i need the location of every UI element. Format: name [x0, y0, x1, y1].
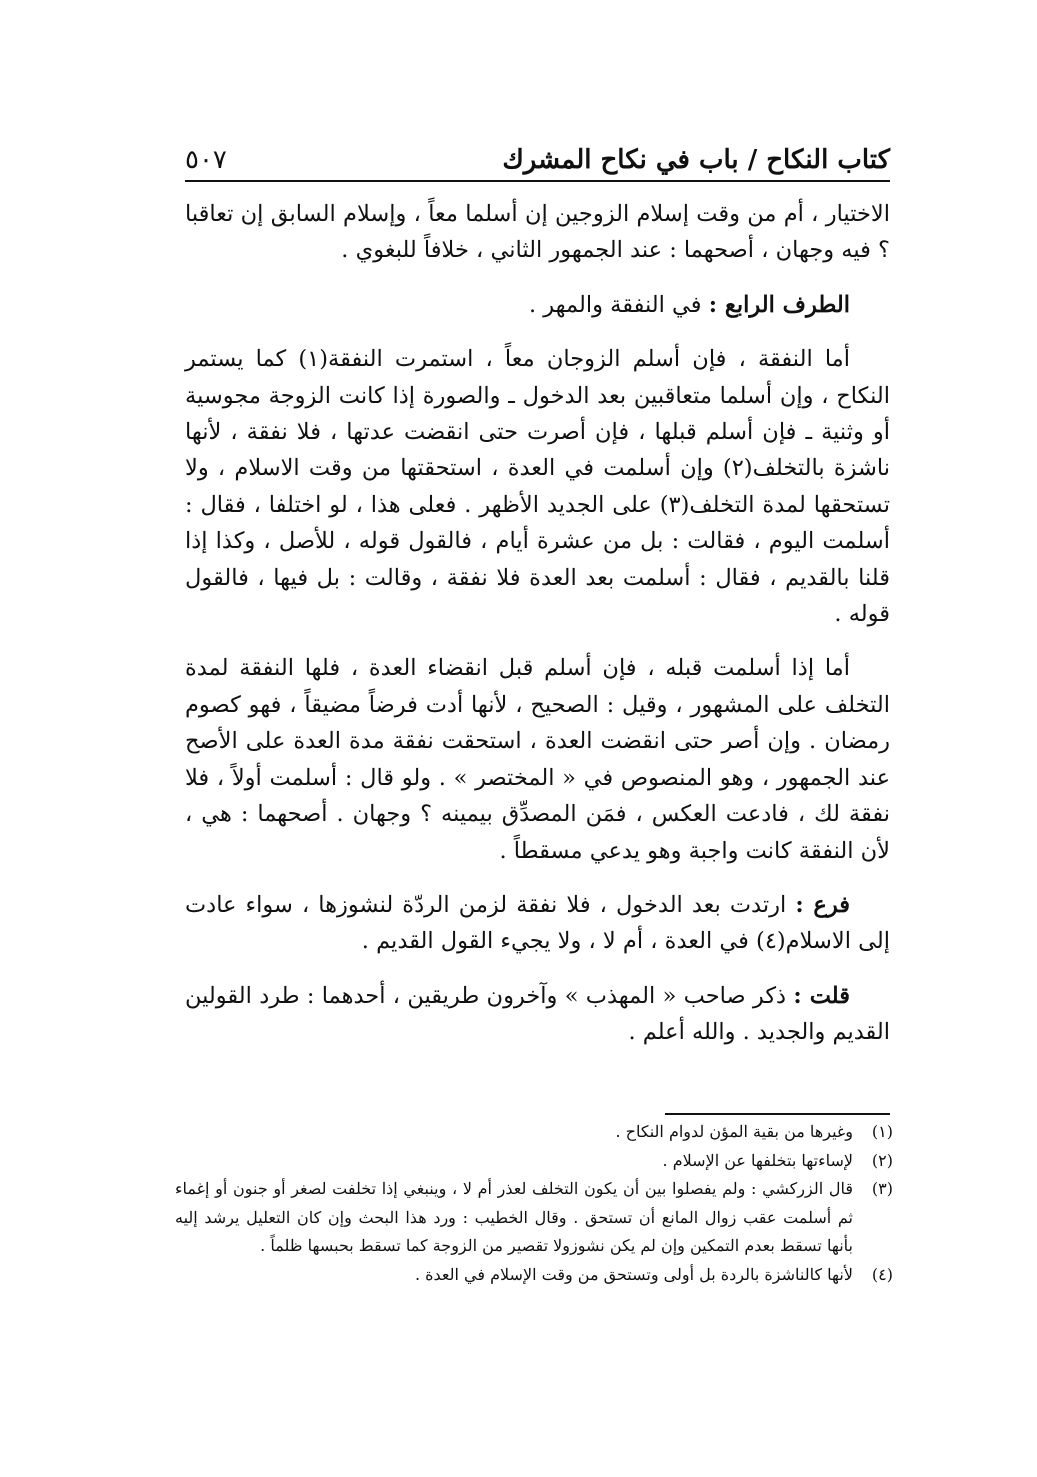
paragraph-3: أما النفقة ، فإن أسلم الزوجان معاً ، استمرت النفقة(١) كما يستمر النكاح ، وإن أسلما متعاقبين بعد الدخول ـ والصورة إذا كانت الزوجة مجوسية أو وثنية ـ فإن أسلم قبلها ، فإن أصرت حتى انقضت عدتها ، فلا نفقة ، لأنها ناشزة بالتخلف(٢) وإن أسلمت في العدة ، استحقتها من وقت الاسلام ، ولا تستحقها لمدة التخلف(٣) على الجديد الأظهر . فعلى هذا ، لو اختلفا ، فقال : أسلمت اليوم ، فقالت : بل من عشرة أيام ، فالقول قوله ، للأصل ، وكذا إذا قلنا بالقديم ، فقال : أسلمت بعد العدة فلا نفقة ، وقالت : بل فيها ، فالقول قوله .	[185, 346, 890, 628]
header-rule	[185, 180, 890, 182]
main-text	[185, 196, 890, 1069]
paragraph-5: فرع : ارتدت بعد الدخول ، فلا نفقة لزمن الردّة لنشوزها ، سواء عادت إلى الاسلام(٤) في العدة ، أم لا ، ولا يجيء القول القديم .	[185, 891, 890, 955]
page-number: ٥٠٧	[185, 145, 227, 175]
chapter-title: كتاب النكاح / باب في نكاح المشرك	[502, 145, 890, 175]
running-header	[185, 140, 890, 180]
footnote-1: (١) وغيرها من بقية المؤن لدوام النكاح .	[615, 1122, 893, 1141]
footnote-2: (٢) لإساءتها بتخلفها عن الإسلام .	[662, 1150, 893, 1170]
paragraph-2: الطرف الرابع : في النفقة والمهر .	[528, 291, 850, 318]
footnote-rule	[665, 1113, 890, 1115]
section-lead: الطرف الرابع :	[708, 291, 850, 318]
qult-lead: قلت :	[793, 982, 851, 1009]
paragraph-6: قلت : ذكر صاحب « المهذب » وآخرون طريقين ، أحدهما : طرد القولين القديم والجديد . والله أعلم .	[185, 982, 890, 1046]
footnote-4: (٤) لأنها كالناشزة بالردة بل أولى وتستحق من وقت الإسلام في العدة .	[414, 1264, 893, 1284]
paragraph-1: الاختيار ، أم من وقت إسلام الزوجين إن أسلما معاً ، وإسلام السابق إن تعاقبا ؟ فيه وجهان ، أصحهما : عند الجمهور الثاني ، خلافاً للبغوي .	[185, 201, 890, 264]
footnotes	[175, 1118, 893, 1289]
footnote-3: (٣) قال الزركشي : ولم يفصلوا بين أن يكون التخلف لعذر أم لا ، وينبغي إذا تخلفت لصغر أو جنون أو إغماء ثم أسلمت عقب زوال المانع أن تستحق . وقال الخطيب : ورد هذا البحث وإن كان التعليل يرشد إليه بأنها تسقط بعدم التمكين وإن لم يكن نشوزولا تقصير من الزوجة كما تسقط بحبسها ظلماً .	[175, 1179, 893, 1255]
far-lead: فرع :	[795, 891, 851, 918]
paragraph-4: أما إذا أسلمت قبله ، فإن أسلم قبل انقضاء العدة ، فلها النفقة لمدة التخلف على المشهور ، وقيل : الصحيح ، لأنها أدت فرضاً مضيقاً ، فهو كصوم رمضان . وإن أصر حتى انقضت العدة ، استحقت نفقة مدة العدة على الأصح عند الجمهور ، وهو المنصوص في « المختصر » . ولو قال : أسلمت أولاً ، فلا نفقة لك ، فادعت العكس ، فمَن المصدِّق بيمينه ؟ وجهان . أصحهما : هي ، لأن النفقة كانت واجبة وهو يدعي مسقطاً .	[185, 655, 890, 864]
